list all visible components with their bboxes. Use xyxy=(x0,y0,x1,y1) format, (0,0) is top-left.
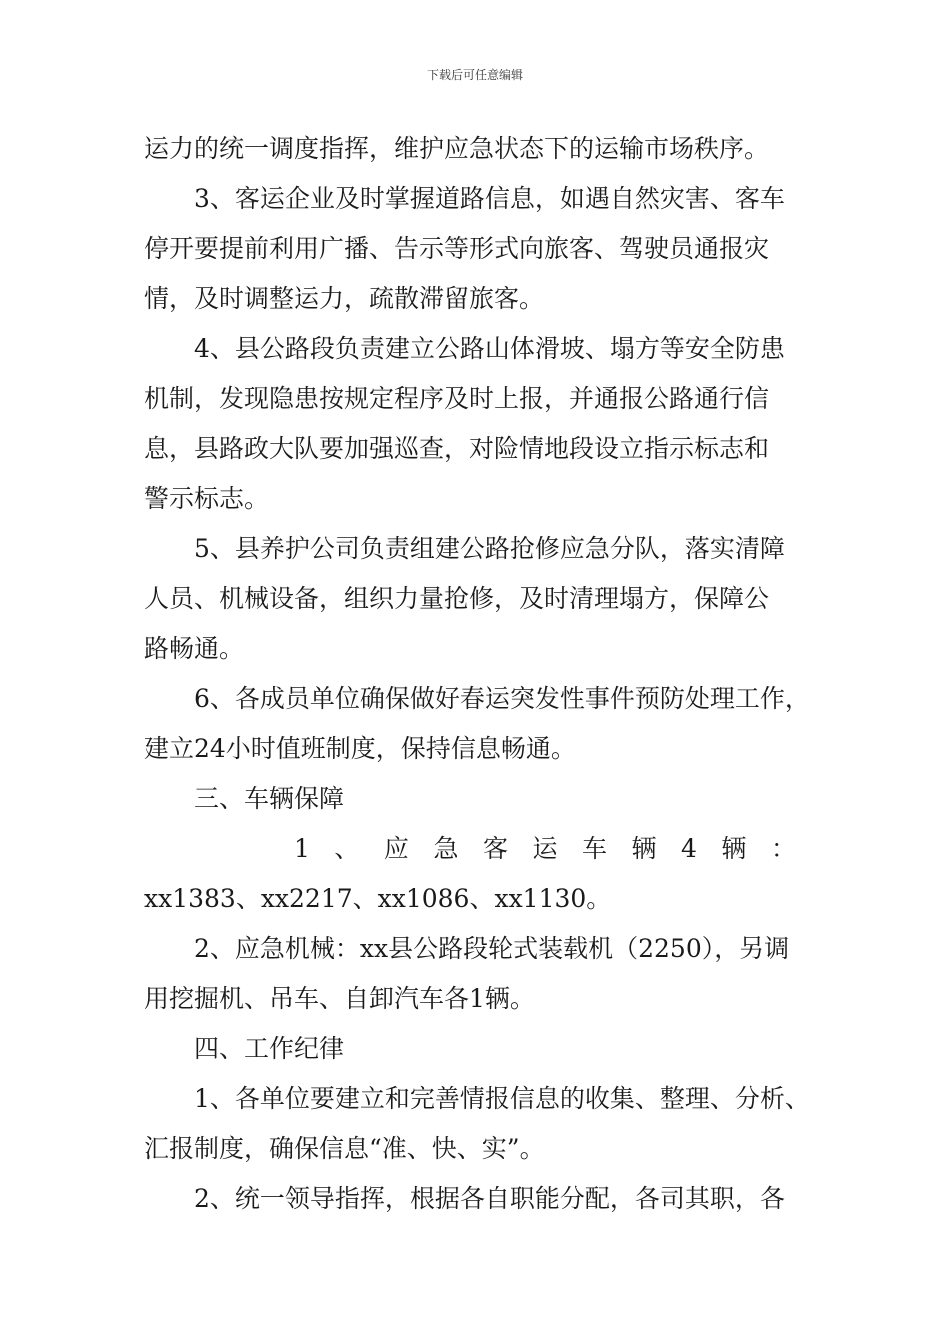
paragraph-line: 建立24小时值班制度，保持信息畅通。 xyxy=(144,734,576,763)
spread-char: 1 xyxy=(294,834,310,863)
paragraph-line: 6、各成员单位确保做好春运突发性事件预防处理工作， xyxy=(194,684,810,713)
spread-char: 应 xyxy=(383,834,409,863)
page-header: 下载后可任意编辑 xyxy=(426,68,523,82)
spread-char: 车 xyxy=(581,834,607,863)
spread-char: ： xyxy=(770,834,796,863)
paragraph-line: 1、各单位要建立和完善情报信息的收集、整理、分析、 xyxy=(194,1084,810,1113)
paragraph-line: 停开要提前利用广播、告示等形式向旅客、驾驶员通报灾 xyxy=(144,234,770,263)
paragraph-line: 2、统一领导指挥，根据各自职能分配，各司其职，各 xyxy=(194,1184,785,1213)
vehicle-list-intro xyxy=(294,834,796,864)
paragraph-line: 机制，发现隐患按规定程序及时上报，并通报公路通行信 xyxy=(144,384,770,413)
paragraph-line: 息，县路政大队要加强巡查，对险情地段设立指示标志和 xyxy=(144,434,770,463)
section-heading: 三、车辆保障 xyxy=(194,784,345,813)
paragraph-line: 路畅通。 xyxy=(144,634,245,663)
paragraph-line: 用挖掘机、吊车、自卸汽车各1辆。 xyxy=(144,984,535,1013)
section-heading: 四、工作纪律 xyxy=(194,1034,345,1063)
paragraph-line: 2、应急机械：xx县公路段轮式装载机（2250），另调 xyxy=(194,934,790,963)
spread-char: 4 xyxy=(681,834,697,863)
spread-char: 急 xyxy=(433,834,459,863)
paragraph-line: 5、县养护公司负责组建公路抢修应急分队，落实清障 xyxy=(194,534,785,563)
paragraph-line: 人员、机械设备，组织力量抢修，及时清理塌方，保障公 xyxy=(144,584,770,613)
spread-char: 辆 xyxy=(631,834,657,863)
paragraph-line: 汇报制度，确保信息“准、快、实”。 xyxy=(144,1134,545,1163)
paragraph-line: 4、县公路段负责建立公路山体滑坡、塌方等安全防患 xyxy=(194,334,785,363)
spread-char: 客 xyxy=(482,834,508,863)
paragraph-line: 情，及时调整运力，疏散滞留旅客。 xyxy=(144,284,545,313)
spread-char: 、 xyxy=(334,834,360,863)
spread-char: 辆 xyxy=(721,834,747,863)
spread-char: 运 xyxy=(532,834,558,863)
vehicle-plate-list: xx1383、xx2217、xx1086、xx1130。 xyxy=(144,884,612,913)
paragraph-line: 运力的统一调度指挥，维护应急状态下的运输市场秩序。 xyxy=(144,134,770,163)
paragraph-line: 3、客运企业及时掌握道路信息，如遇自然灾害、客车 xyxy=(194,184,785,213)
paragraph-line: 警示标志。 xyxy=(144,484,270,513)
